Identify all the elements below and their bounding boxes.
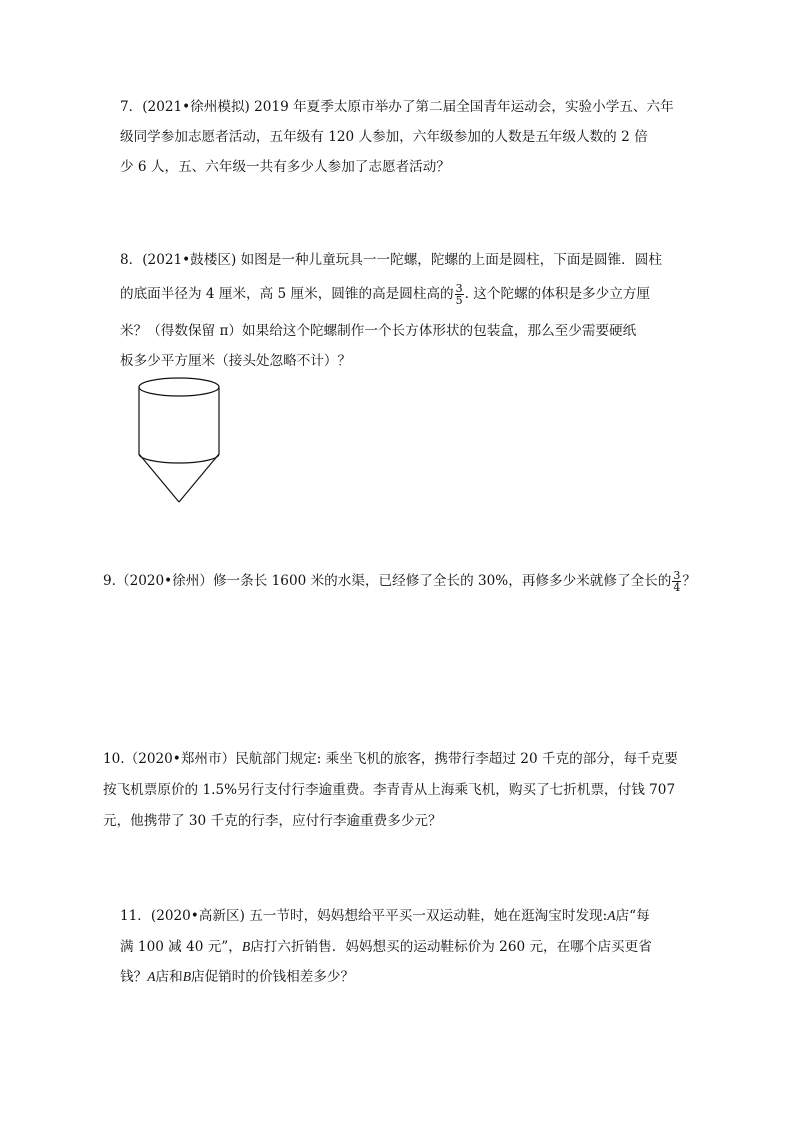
q9-question-mark: ？ xyxy=(682,573,696,589)
fraction-numerator: 3 xyxy=(455,282,463,295)
q8-line-4: 板多少平方厘米（接头处忽略不计）？ xyxy=(120,353,352,369)
cylinder-top-ellipse xyxy=(139,378,219,396)
q11-line-1 xyxy=(120,907,650,925)
q10-line-2: 按飞机票原价的 1.5%另行支付行李逾重费。李青青从上海乘飞机，购买了七折机票，付钱 707 xyxy=(103,782,676,798)
store-b-label: B xyxy=(241,939,251,954)
spinning-top-figure xyxy=(135,370,245,510)
q11-line-1-tail: 店“每 xyxy=(615,908,650,924)
store-a-label: A xyxy=(147,969,156,984)
q9-text: 9.（2020•徐州）修一条长 1600 米的水渠，已经修了全长的 30%，再修多少米就修了全长的 xyxy=(103,573,672,589)
q10-line-3: 元，他携带了 30 千克的行李，应付行李逾重费多少元？ xyxy=(103,813,442,829)
q11-line-2-tail: 店打六折销售．妈妈想买的运动鞋标价为 260 元，在哪个店买更省 xyxy=(250,939,652,955)
fraction-numerator: 3 xyxy=(673,569,681,582)
q8-line-2 xyxy=(120,283,650,306)
q11-line-2-text: 满 100 减 40 元”， xyxy=(120,939,242,955)
q11-line-3-tail: 店促销时的价钱相差多少？ xyxy=(191,969,355,985)
cylinder-bottom-arc xyxy=(139,454,219,463)
fraction-denominator: 4 xyxy=(673,581,681,594)
q8-line-3: 米？（得数保留 π）如果给这个陀螺制作一个长方体形状的包装盒，那么至少需要硬纸 xyxy=(120,323,637,339)
fraction-three-fifths xyxy=(455,283,464,306)
q11-line-1-text: 11．(2020•高新区) 五一节时，妈妈想给平平买一双运动鞋，她在逛淘宝时发现: xyxy=(120,908,608,924)
q7-line-1: 7．(2021•徐州模拟) 2019 年夏季太原市举办了第二届全国青年运动会，实验小学五、六年 xyxy=(120,99,674,115)
q9-line-1 xyxy=(103,570,696,593)
store-b-label: B xyxy=(182,969,191,984)
fraction-denominator: 5 xyxy=(455,294,463,307)
store-a-label: A xyxy=(607,908,616,923)
q7-line-2: 级同学参加志愿者活动，五年级有 120 人参加，六年级参加的人数是五年级人数的 2 倍 xyxy=(120,129,648,145)
q8-line-1: 8．(2021•鼓楼区) 如图是一种儿童玩具一一陀螺，陀螺的上面是圆柱，下面是圆锥．圆柱 xyxy=(120,252,662,268)
q7-line-3: 少 6 人，五、六年级一共有多少人参加了志愿者活动？ xyxy=(120,159,450,175)
cone-right-side xyxy=(179,454,219,502)
q8-line-2-tail: . 这个陀螺的体积是多少立方厘 xyxy=(464,286,651,302)
cone-left-side xyxy=(139,454,179,502)
q11-line-3 xyxy=(120,968,354,986)
q11-line-3-mid: 店和 xyxy=(155,969,183,985)
q10-line-1: 10.（2020•郑州市）民航部门规定: 乘坐飞机的旅客，携带行李超过 20 千克的部分，每千克要 xyxy=(103,751,678,767)
q11-line-2 xyxy=(120,938,652,956)
fraction-three-quarters xyxy=(672,570,681,593)
q8-line-2-text: 的底面半径为 4 厘米，高 5 厘米，圆锥的高是圆柱高的 xyxy=(120,286,454,302)
q11-line-3-text: 钱？ xyxy=(120,969,148,985)
